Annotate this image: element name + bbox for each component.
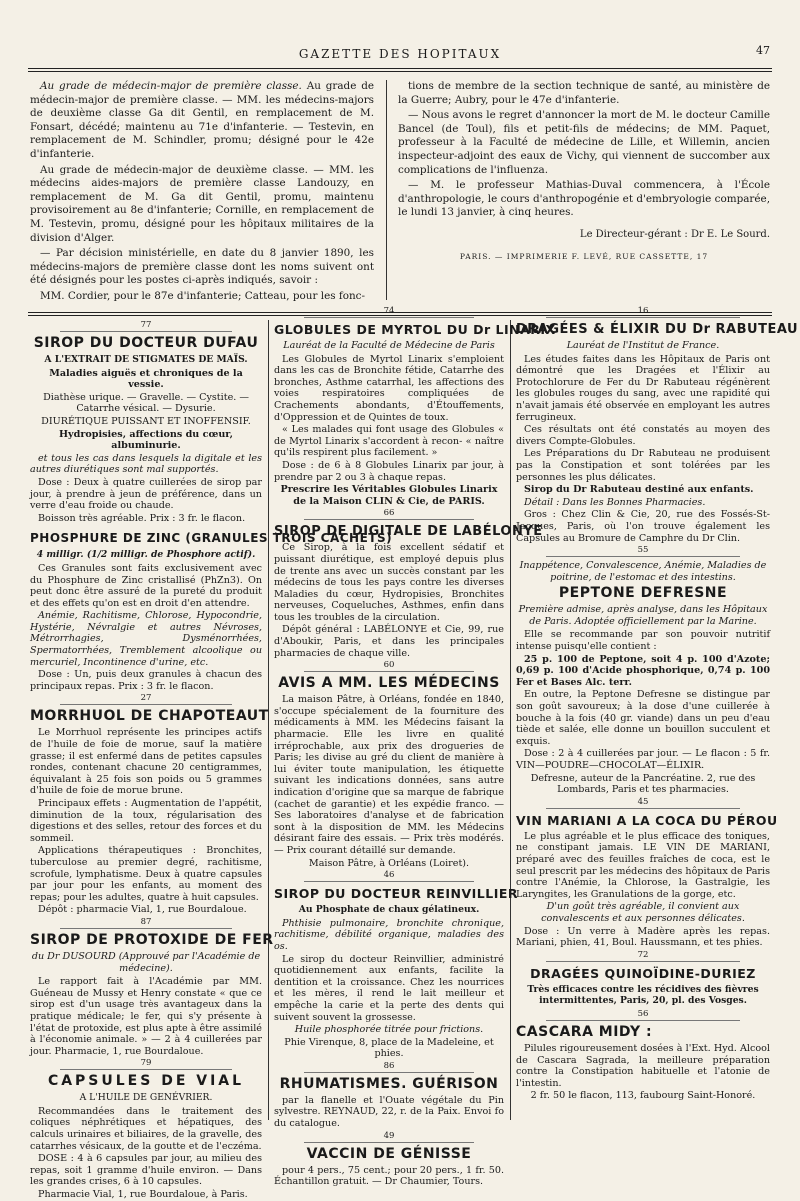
ad-title: CASCARA MIDY : bbox=[516, 1023, 653, 1040]
news-paragraph: Au grade de médecin-major de deuxième classe. — MM. les médecins aides-majors de première classe Landouzy, en remplacement de M. Ga dit Gentil, promu, maintenu provisoirement au 8e d'infanterie; Cornille, en remplacement de M. Testevin, promu, désigné pour les hôpitaux militaires de la division d'Alger. bbox=[30, 163, 374, 244]
ad-phosphure: PHOSPHURE DE ZINC (GRANULES TROIS CACHETS) 4 milligr. (1/2 milligr. de Phosphore actif). Ces Granules sont faits exclusivement avec du Phosphure de Zinc cristallisé (PhZn3). On peut donc être assuré de la pureté du produit et des effets qu'on est en droit d'en attendre. Anémie, Rachitisme, Chlorose, Hypocondrie, Hystérie, Névralgie et autres Névroses, Métrorrhagies, Dysménorrhées, Spermatorrhées, Tremblement alcoolique ou mercuriel, Incontinence d'urine, etc. Dose : Un, puis deux granules à chacun des principaux repas. Prix : 3 fr. le flacon. bbox=[30, 531, 393, 692]
ad-morrhuol: 27 MORRHUOL DE CHAPOTEAUT Le Morrhuol représente les principes actifs de l'huile de foie de morue, sauf la matière grasse; il est enfermé dans de petites capsules rondes, contenant chacune 20 centigrammes, équivalant à 25 fois son poids ou 5 grammes d'huile de foie de morue brune. Principaux effets : Augmentation de l'appétit, diminution de la toux, régularisation des digestions et des selles, retour des forces et du sommeil. Applications thérapeutiques : Bronchites, tuberculose au premier degré, rachitisme, scrofule, lymphatisme. Deux à quatre capsules par jour pour les enfants, au moment des repas; pour les adultes, quatre à huit capsules. Dépôt : pharmacie Vial, 1, rue Bourdaloue. bbox=[30, 693, 269, 916]
journal-title: GAZETTE DES HOPITAUX bbox=[298, 47, 502, 61]
ad-myrtol: 74 GLOBULES DE MYRTOL DU Dr LINARIX Lauréat de la Faculté de Médecine de Paris Les Globules de Myrtol Linarix s'emploient dans les cas de Bronchite fétide, Catarrhe des bronches, Asthme catarrhal, les affections des voies respiratoires compliquées de Crachements abondants, d'Étouffements, d'Oppression et de Quintes de toux. « Les malades qui font usage des Globules « de Myrtol Linarix s'accordent à recon- « naître qu'ils respirent plus facilement. » Dose : de 6 à 8 Globules Linarix par jour, à prendre par 2 ou 3 à chaque repas. Prescrire les Véritables Globules Linarix de la Maison CLIN & Cie, de PARIS. bbox=[274, 306, 556, 507]
ad-title: RHUMATISMES. GUÉRISON bbox=[279, 1075, 499, 1092]
printer-imprint: PARIS. — IMPRIMERIE F. LEVÉ, RUE CASSETTE, 17 bbox=[459, 251, 709, 261]
ad-title: SIROP DE DIGITALE DE LABÉLONYE bbox=[274, 524, 543, 540]
ad-title: CAPSULES DE VIAL bbox=[47, 1073, 245, 1090]
ad-cascara: 56 CASCARA MIDY : Pilules rigoureusement dosées à l'Ext. Hyd. Alcool de Cascara Sagrada, la meilleure préparation contre la Constipation habituelle et l'atonie de l'intestin. 2 fr. 50 le flacon, 113, faubourg Saint-Honoré. bbox=[516, 1008, 770, 1102]
ad-column-2 bbox=[274, 306, 556, 1188]
page-header bbox=[22, 44, 778, 66]
ad-title: VACCIN DE GÉNISSE bbox=[306, 1145, 472, 1162]
news-paragraph: — Par décision ministérielle, en date du 8 janvier 1890, les médecins-majors de première classe dont les noms suivent ont été désignés pour les postes ci-après indiqués, savoir : bbox=[30, 247, 374, 287]
ad-quinoidine: 72 DRAGÉES QUINOÏDINE-DURIEZ Très efficaces contre les récidives des fièvres intermittentes, Paris, 20, pl. des Vosges. bbox=[516, 950, 770, 1007]
ad-protoxide: 87 SIROP DE PROTOXIDE DE FER du Dr DUSOURD (Approuvé par l'Académie de médecine). Le rapport fait à l'Académie par MM. Guéneau de Mussy et Henry constate « que ce sirop est d'un usage très avantageux dans la pratique médicale; le fer, qui s'y présente à l'état de protoxide, est plus apte à être assimilé à l'économie animale. » — 2 à 4 cuillerées par jour. Pharmacie, 1, rue Bourdaloue. bbox=[30, 916, 274, 1057]
ad-title: SIROP DU DOCTEUR DUFAU bbox=[33, 335, 259, 351]
director-signature: Le Directeur-gérant : Dr E. Le Sourd. bbox=[579, 228, 770, 240]
ad-title: GLOBULES DE MYRTOL DU Dr LINARIX bbox=[274, 322, 556, 337]
header-rule bbox=[28, 68, 772, 69]
ad-title: VIN MARIANI A LA COCA DU PÉROU bbox=[516, 812, 778, 828]
ad-column-divider bbox=[510, 320, 511, 1120]
ad-peptone: 55 Inappétence, Convalescence, Anémie, Maladies de poitrine, de l'estomac et des intestins. PEPTONE DEFRESNE Première admise, après analyse, dans les Hôpitaux de Paris. Adoptée officiellement par la Marine. Elle se recommande par son pouvoir nutritif intense puisqu'elle contient : 25 p. 100 de Peptone, soit 4 p. 100 d'Azote; 0,69 p. 100 d'Acide phosphorique, 0,74 p. 100 Fer et Bases Alc. terr. En outre, la Peptone Defresne se distingue par son goût savoureux; à la dose d'une cuillerée à bouche à la fois (40 gr. viande) dans un peu d'eau tiède et salée, elle donne un bouillon succulent et exquis. Dose : 2 à 4 cuillerées par jour. — Le flacon : 5 fr. VIN—POUDRE—CHOCOLAT—ÉLIXIR. Defresne, auteur de la Pancréatine. 2, rue des Lombards, Paris et tes pharmacies. bbox=[516, 545, 770, 796]
news-paragraph: — M. le professeur Mathias-Duval commencera, à l'École d'anthropologie, le cours d'anthropogénie et d'embryologie comparée, le lundi 13 janvier, à cinq heures. bbox=[398, 179, 770, 219]
page-number: 47 bbox=[756, 44, 770, 57]
ad-title: PHOSPHURE DE ZINC (GRANULES TROIS CACHETS) bbox=[30, 531, 393, 546]
ad-title: MORRHUOL DE CHAPOTEAUT bbox=[30, 708, 269, 725]
news-column-right bbox=[398, 80, 770, 310]
ad-title: PEPTONE DEFRESNE bbox=[558, 585, 728, 602]
ad-mariani: 45 VIN MARIANI A LA COCA DU PÉROU Le plus agréable et le plus efficace des toniques, ne constipant jamais. LE VIN DE MARIANI, préparé avec des feuilles fraîches de coca, est le seul prescrit par les médecins des hôpitaux de Paris contre l'Anémie, la Chlorose, la Gastralgie, les Laryngites, les Granulations de la gorge, etc. D'un goût très agréable, il convient aux convalescents et aux personnes délicates. Dose : Un verre à Madère après les repas. Mariani, phien, 41, Boul. Haussmann, et tes phies. bbox=[516, 796, 778, 949]
news-paragraph: — Nous avons le regret d'annoncer la mort de M. le docteur Camille Bancel (de Toul), fils et petit-fils de médecins; de MM. Paquet, professeur à la Faculté de médecine de Lille, et Willemin, ancien inspecteur-adjoint des eaux de Vichy, qui viennent de succomber aux complications de l'influenza. bbox=[398, 109, 770, 176]
ad-title: AVIS A MM. LES MÉDECINS bbox=[278, 675, 500, 692]
news-paragraph: Au grade de médecin-major de première classe. Au grade de médecin-major de première classe. — MM. les médecins-majors de deuxième classe Ga dit Gentil, en remplacement de M. Fonsart, décédé; maintenu au 71e d'infanterie. — Testevin, en remplacement de M. Schindler, promu; désigné pour le 42e d'infanterie. bbox=[30, 80, 375, 160]
header-rule-2 bbox=[28, 71, 772, 72]
ad-rhumatismes: 86 RHUMATISMES. GUÉRISON par la flanelle et l'Ouate végétale du Pin sylvestre. REYNAUD, 22, r. de la Paix. Envoi fo du catalogue. bbox=[274, 1060, 504, 1130]
news-paragraph: tions de membre de la section technique de santé, au ministère de la Guerre; Aubry, pour le 47e d'infanterie. bbox=[398, 80, 770, 106]
news-paragraph: MM. Cordier, pour le 87e d'infanterie; Catteau, pour les fonc- bbox=[40, 289, 365, 302]
ad-dufau: 77 SIROP DU DOCTEUR DUFAU A L'EXTRAIT DE STIGMATES DE MAÏS. Maladies aiguës et chroniques de la vessie. Diathèse urique. — Gravelle. — Cystite. — Catarrhe vésical. — Dysurie. DIURÉTIQUE PUISSANT ET INOFFENSIF. Hydropisies, affections du cœur, albuminurie. et tous les cas dans lesquels la digitale et les autres diurétiques sont mal supportés. Dose : Deux à quatre cuillerées de sirop par jour, à prendre à jeun de préférence, dans un verre d'eau froide ou chaude. Boisson très agréable. Prix : 3 fr. le flacon. bbox=[30, 320, 262, 524]
ad-title: DRAGÉES & ÉLIXIR DU Dr RABUTEAU bbox=[516, 322, 799, 337]
ad-vial: 79 CAPSULES DE VIAL A L'HUILE DE GENÉVRIER. Recommandées dans le traitement des coliques néphrétiques et hépatiques, des calculs urinaires et biliaires, de la gravelle, des catarrhes vésicaux, de la goutte et de l'eczéma. DOSE : 4 à 6 capsules par jour, au milieu des repas, soit 1 gramme d'huile environ. — Dans les grandes crises, 6 à 10 capsules. Pharmacie Vial, 1, rue Bourdaloue, à Paris. bbox=[30, 1058, 262, 1201]
ad-column-3 bbox=[516, 306, 799, 1120]
column-divider bbox=[386, 80, 387, 300]
ad-title: DRAGÉES QUINOÏDINE-DURIEZ bbox=[530, 965, 756, 981]
ad-avis: 60 AVIS A MM. LES MÉDECINS La maison Pâtre, à Orléans, fondée en 1840, s'occupe spécialement de la fourniture des médicaments à MM. les Médecins faisant la pharmacie. Elle les livre en qualité irréprochable, aux prix des drogueries de Paris; les divise au gré du client de manière à lui éviter toute manipulation, les étiquette suivant les indications données, sans autre indication d'origine que sa marque de fabrique (cachet de garantie) et les expédie franco. — Ses laboratoires d'analyse et de fabrication sont à la disposition de MM. les Médecins désirant faire des essais. — Prix très modérés. — Prix courant détaillé sur demande. Maison Pâtre, à Orléans (Loiret). bbox=[274, 660, 504, 869]
ad-title: SIROP DE PROTOXIDE DE FER bbox=[30, 931, 274, 948]
ad-rabuteau: 16 DRAGÉES & ÉLIXIR DU Dr RABUTEAU Lauréat de l'Institut de France. Les études faites dans les Hôpitaux de Paris ont démontré que les Dragées et l'Élixir au Protochlorure de Fer du Dr Rabuteau régénèrent les globules rouges du sang, avec une rapidité qui n'avait jamais été observée en employant les autres ferrugineux. Ces résultats ont été constatés au moyen des divers Compte-Globules. Les Préparations du Dr Rabuteau ne produisent pas la Constipation et sont tolérées par les personnes les plus délicates. Sirop du Dr Rabuteau destiné aux enfants. Détail : Dans les Bonnes Pharmacies. Gros : Chez Clin & Cie, 20, rue des Fossés-St-Jacques, Paris, où l'on trouve également les Capsules au Bromure de Camphre du Dr Clin. bbox=[516, 306, 799, 544]
ad-digitale: 66 SIROP DE DIGITALE DE LABÉLONYE Ce Sirop, à la fois excellent sédatif et puissant diurétique, est employé depuis plus de trente ans avec un succès constant par les médecins de tous les pays contre les diverses Maladies du cœur, Hydropisies, Bronchites nerveuses, Coqueluches, Asthmes, enfin dans tous les troubles de la circulation. Dépôt général : LABÉLONYE et Cie, 99, rue d'Aboukir, Paris, et dans les principales pharmacies de chaque ville. bbox=[274, 508, 543, 659]
ad-vaccin: 49 VACCIN DE GÉNISSE pour 4 pers., 75 cent.; pour 20 pers., 1 fr. 50. Échantillon gratuit. — Dr Chaumier, Tours. bbox=[274, 1130, 504, 1188]
ad-title: SIROP DU DOCTEUR REINVILLIER bbox=[274, 886, 519, 902]
ad-reinvillier: 46 SIROP DU DOCTEUR REINVILLIER Au Phosphate de chaux gélatineux. Phthisie pulmonaire, bronchite chronique, rachitisme, débilité organique, maladies des os. Le sirop du docteur Reinvillier, administré quotidiennement aux enfants, facilite la dentition et la croissance. Chez les nourrices et les mères, il rend le lait meilleur et empêche la carie et la perte des dents qui suivent souvent la grossesse. Huile phosphorée titrée pour frictions. Phie Virenque, 8, place de la Madeleine, et phies. bbox=[274, 870, 519, 1060]
news-column-left bbox=[30, 80, 374, 310]
